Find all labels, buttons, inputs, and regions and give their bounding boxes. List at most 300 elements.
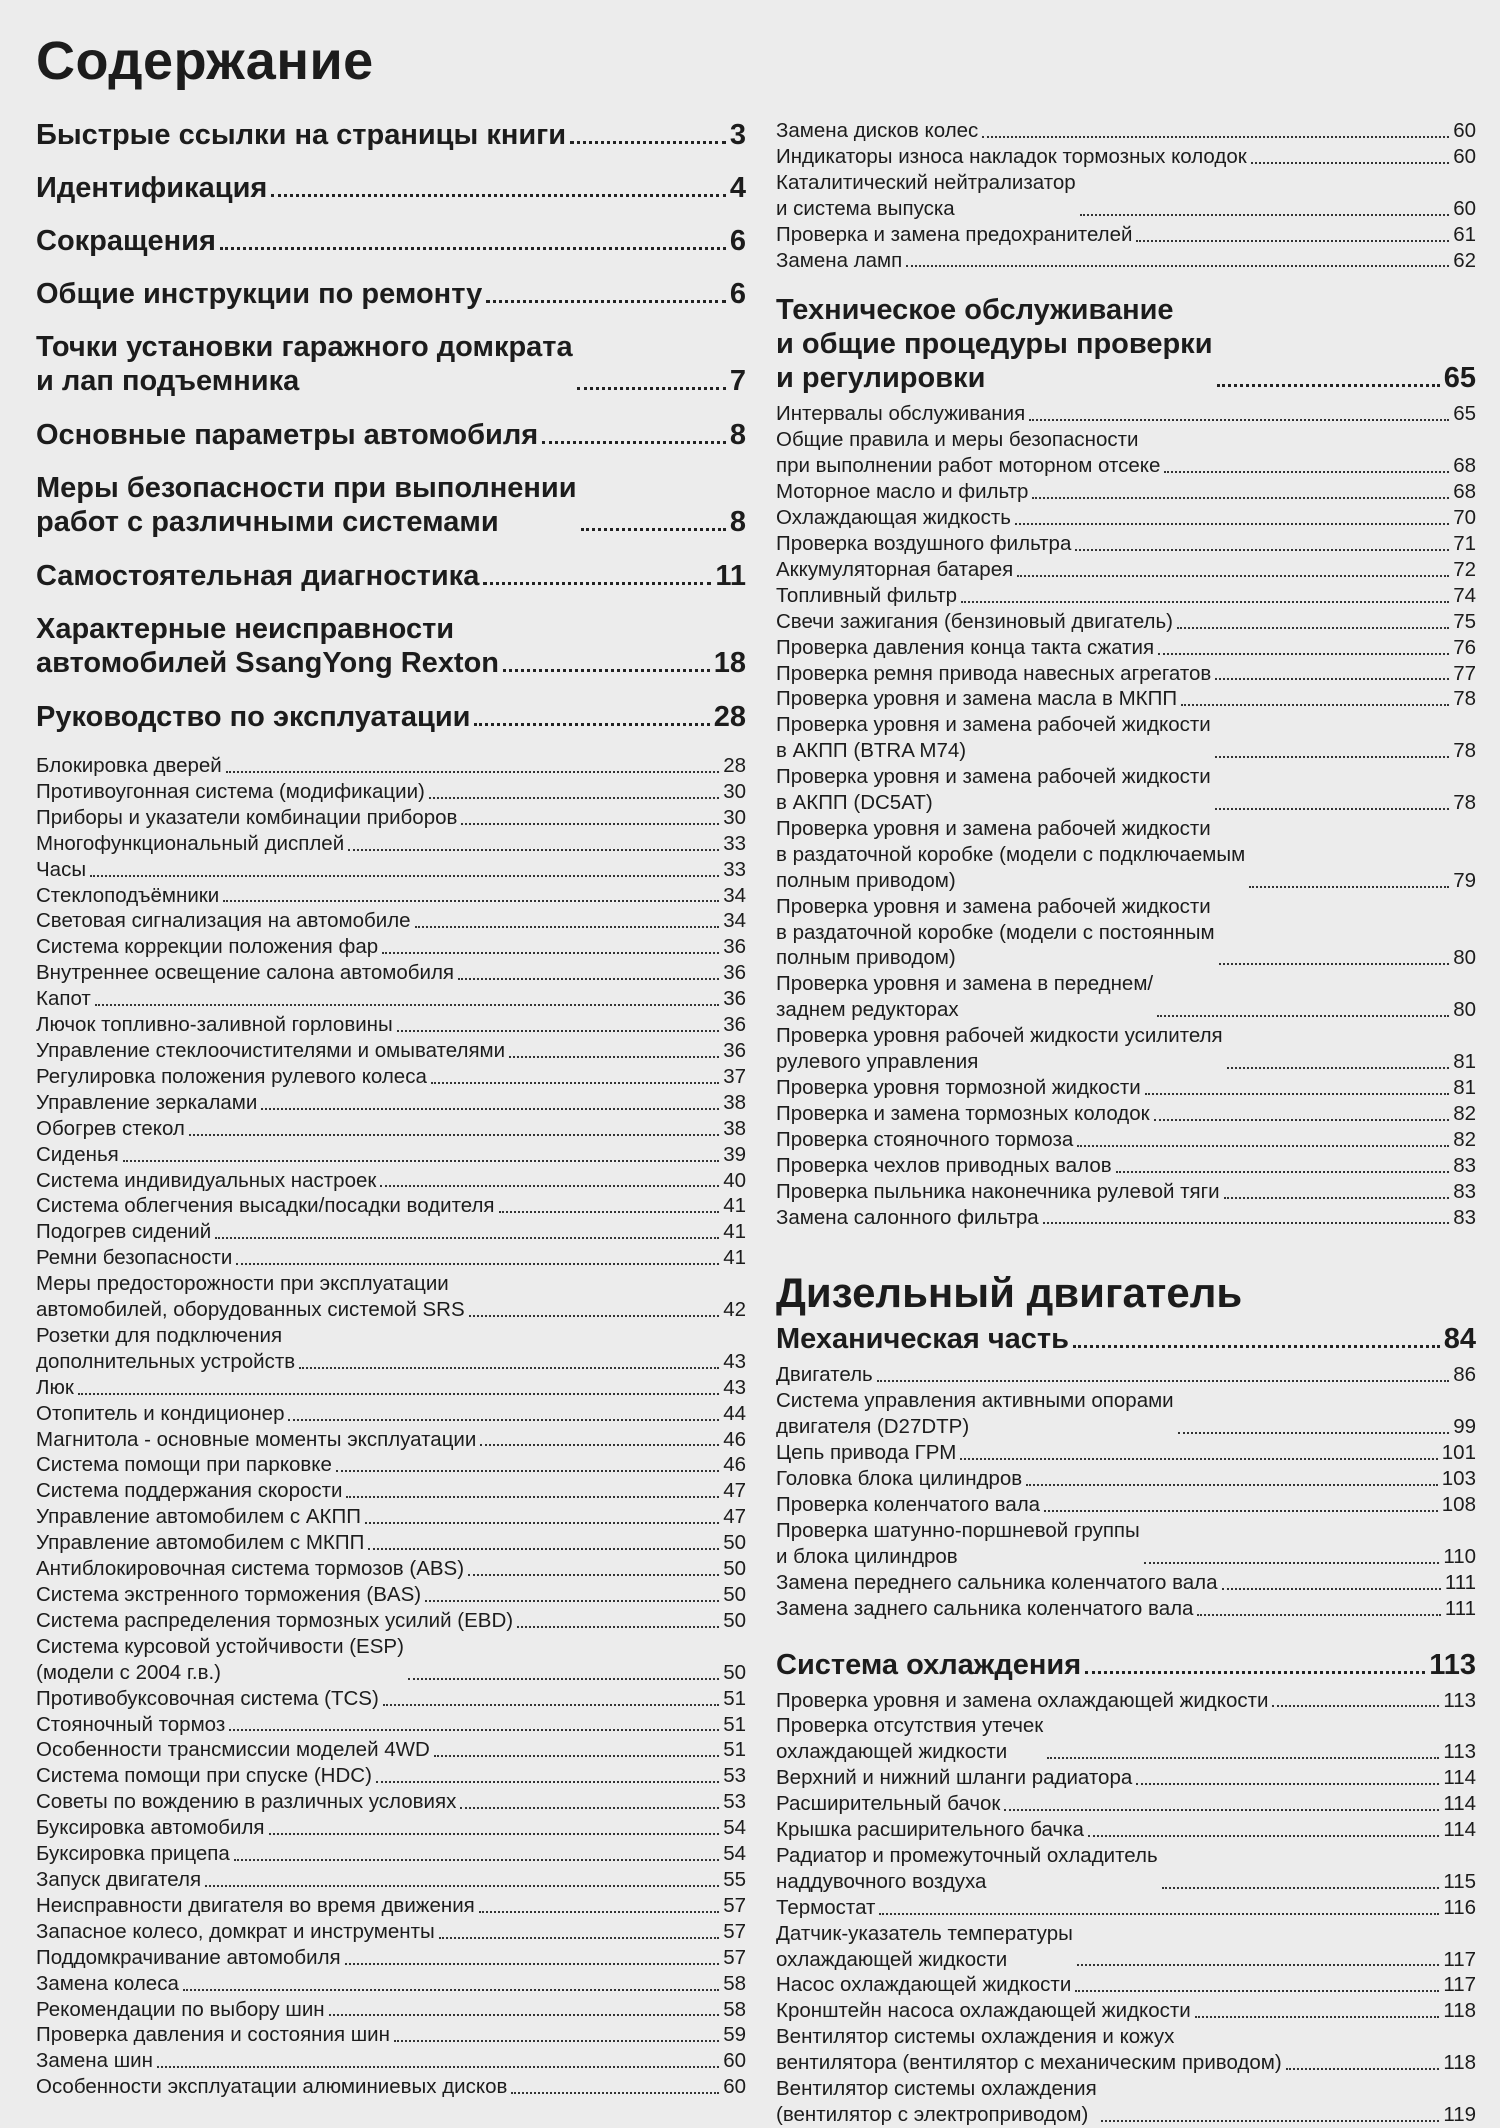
toc-entry[interactable] xyxy=(36,277,746,311)
dot-leader xyxy=(1162,1887,1440,1889)
toc-entry[interactable] xyxy=(776,2076,1476,2128)
toc-page-number: 6 xyxy=(729,278,746,310)
dot-leader xyxy=(183,1989,719,1991)
toc-entry[interactable] xyxy=(776,1713,1476,1765)
toc-entry[interactable] xyxy=(776,505,1476,531)
toc-entry[interactable] xyxy=(776,1205,1476,1231)
dot-leader xyxy=(483,582,711,585)
toc-entry-title: Противоугонная система (модификации) xyxy=(36,779,425,803)
toc-entry[interactable] xyxy=(776,1688,1476,1714)
toc-entry[interactable] xyxy=(776,1518,1476,1570)
toc-page-number: 53 xyxy=(723,1764,746,1788)
toc-entry-title: Аккумуляторная батарея xyxy=(776,557,1014,581)
toc-entry[interactable] xyxy=(36,1375,746,1401)
toc-entry[interactable] xyxy=(776,118,1476,144)
toc-entry[interactable] xyxy=(776,1817,1476,1843)
toc-page-number: 60 xyxy=(723,2075,746,2099)
toc-page-number: 38 xyxy=(723,1116,746,1140)
toc-entry[interactable] xyxy=(776,1570,1476,1596)
toc-entry[interactable] xyxy=(36,1401,746,1427)
toc-entry-title: Проверка уровня и замена рабочей жидкости в раздаточной коробке (модели с подключаемым полным приводом) xyxy=(776,816,1246,892)
toc-entry-title: Управление автомобилем с АКПП xyxy=(36,1505,361,1529)
toc-page-number: 82 xyxy=(1453,1127,1476,1151)
dot-leader xyxy=(982,136,1449,138)
toc-right-column xyxy=(776,118,1476,2128)
toc-entry-title: Система облегчения высадки/посадки водителя xyxy=(36,1194,495,1218)
dot-leader xyxy=(229,1729,719,1731)
toc-entry[interactable] xyxy=(36,753,746,779)
toc-entry-title: Меры предосторожности при эксплуатации автомобилей, оборудованных системой SRS xyxy=(36,1272,465,1322)
toc-page-number: 83 xyxy=(1453,1153,1476,1177)
toc-page-number: 83 xyxy=(1453,1179,1476,1203)
toc-entry[interactable] xyxy=(36,1997,746,2023)
toc-entry[interactable] xyxy=(36,330,746,398)
dot-leader xyxy=(205,1885,719,1887)
toc-entry[interactable] xyxy=(36,986,746,1012)
toc-entry[interactable] xyxy=(36,1867,746,1893)
toc-entry[interactable] xyxy=(36,1971,746,1997)
toc-entry-title: Проверка уровня и замена рабочей жидкости в АКПП (BTRA M74) xyxy=(776,713,1211,763)
dot-leader xyxy=(1101,2120,1440,2122)
toc-entry[interactable] xyxy=(36,1090,746,1116)
dot-leader xyxy=(288,1419,719,1421)
toc-page-number: 114 xyxy=(1443,1818,1476,1842)
toc-entry[interactable] xyxy=(36,2074,746,2100)
toc-page-number: 80 xyxy=(1453,998,1476,1022)
dot-leader xyxy=(383,1704,719,1706)
dot-leader xyxy=(329,2014,720,2016)
toc-page-number: 60 xyxy=(1453,119,1476,142)
toc-page-number: 113 xyxy=(1443,1688,1476,1712)
toc-entry[interactable] xyxy=(776,1179,1476,1205)
toc-entry-title: Проверка уровня рабочей жидкости усилителя рулевого управления xyxy=(776,1024,1223,1074)
toc-entry[interactable] xyxy=(36,171,746,205)
toc-entry-title: Часы xyxy=(36,857,87,881)
toc-page-number: 78 xyxy=(1453,791,1476,815)
dot-leader xyxy=(1215,678,1449,680)
toc-page-number: 116 xyxy=(1443,1895,1476,1919)
toc-entry[interactable] xyxy=(776,1153,1476,1179)
toc-page-number: 36 xyxy=(723,1013,746,1037)
toc-entry[interactable] xyxy=(36,224,746,258)
toc-entry[interactable] xyxy=(776,1023,1476,1075)
dot-leader xyxy=(1224,1197,1450,1199)
toc-entry[interactable] xyxy=(36,118,746,152)
toc-section-heading[interactable] xyxy=(776,1648,1476,1682)
toc-entry-title: Замена заднего сальника коленчатого вала xyxy=(776,1596,1194,1620)
toc-page-number: 36 xyxy=(723,987,746,1011)
dot-leader xyxy=(1075,1990,1439,1992)
toc-page-number: 30 xyxy=(723,805,746,829)
toc-entry[interactable] xyxy=(36,2048,746,2074)
toc-entry-title: Проверка шатунно-поршневой группы и блока цилиндров xyxy=(776,1518,1140,1568)
dot-leader xyxy=(486,300,726,303)
toc-page-number: 47 xyxy=(723,1479,746,1503)
toc-entry[interactable] xyxy=(36,1323,746,1375)
toc-entry[interactable] xyxy=(36,1064,746,1090)
toc-page-number: 43 xyxy=(723,1375,746,1399)
toc-entry-title: Запуск двигателя xyxy=(36,1867,202,1891)
toc-page-number: 59 xyxy=(723,2023,746,2047)
toc-page-number: 36 xyxy=(723,961,746,985)
toc-entry[interactable] xyxy=(36,1245,746,1271)
dot-leader xyxy=(408,1678,719,1680)
toc-entry[interactable] xyxy=(776,1388,1476,1440)
toc-entry-title: Проверка уровня и замена масла в МКПП xyxy=(776,687,1178,711)
toc-page-number: 36 xyxy=(723,935,746,959)
toc-entry-title: Механическая часть xyxy=(776,1323,1069,1356)
dot-leader xyxy=(1154,1119,1450,1121)
dot-leader xyxy=(368,1548,719,1550)
toc-entry-title: Проверка отсутствия утечек охлаждающей жидкости xyxy=(776,1714,1044,1764)
dot-leader xyxy=(906,265,1449,267)
toc-entry[interactable] xyxy=(776,894,1476,972)
toc-entry[interactable] xyxy=(36,934,746,960)
toc-entry[interactable] xyxy=(36,1712,746,1738)
toc-entry[interactable] xyxy=(776,1127,1476,1153)
toc-entry-title: Каталитический нейтрализатор и система выпуска xyxy=(776,170,1076,220)
toc-entry-title: Идентификация xyxy=(36,172,268,204)
toc-entry[interactable] xyxy=(776,401,1476,427)
toc-page-number: 33 xyxy=(723,857,746,881)
dot-leader xyxy=(879,1913,1439,1915)
toc-entry-title: Проверка и замена предохранителей xyxy=(776,222,1133,246)
toc-entry-title: Датчик-указатель температуры охлаждающей жидкости xyxy=(776,1921,1073,1971)
dot-leader xyxy=(1249,886,1449,888)
toc-left-column xyxy=(36,118,746,2100)
toc-entry[interactable] xyxy=(36,1271,746,1323)
toc-page-number: 62 xyxy=(1453,248,1476,272)
toc-entry[interactable] xyxy=(36,700,746,734)
toc-page-number: 77 xyxy=(1453,661,1476,685)
toc-page-number: 60 xyxy=(723,2049,746,2073)
toc-entry[interactable] xyxy=(776,635,1476,661)
dot-leader xyxy=(226,771,719,773)
toc-entry-title: Головка блока цилиндров xyxy=(776,1467,1023,1491)
toc-entry[interactable] xyxy=(776,479,1476,505)
toc-mechanical-items xyxy=(776,1362,1476,1621)
dot-leader xyxy=(1227,1067,1450,1069)
toc-entry-title: Замена дисков колес xyxy=(776,119,979,142)
toc-entry[interactable] xyxy=(776,609,1476,635)
dot-leader xyxy=(429,797,719,799)
toc-entry[interactable] xyxy=(776,531,1476,557)
toc-entry[interactable] xyxy=(36,1815,746,1841)
toc-entry[interactable] xyxy=(776,248,1476,274)
toc-page-number: 60 xyxy=(1453,144,1476,168)
toc-entry-title: Свечи зажигания (бензиновый двигатель) xyxy=(776,609,1174,633)
toc-entry-title: Проверка уровня и замена охлаждающей жидкости xyxy=(776,1688,1269,1712)
toc-section-heading[interactable] xyxy=(776,1322,1476,1356)
toc-page-number: 78 xyxy=(1453,687,1476,711)
toc-entry[interactable] xyxy=(776,971,1476,1023)
toc-page-number: 113 xyxy=(1443,1740,1476,1764)
dot-leader xyxy=(1032,497,1449,499)
toc-page-number: 68 xyxy=(1453,480,1476,504)
toc-entry[interactable] xyxy=(36,1038,746,1064)
toc-entry-title: Розетки для подключения дополнительных устройств xyxy=(36,1323,296,1373)
toc-entry-title: Ремни безопасности xyxy=(36,1246,233,1270)
dot-leader xyxy=(1251,162,1449,164)
toc-entry[interactable] xyxy=(36,559,746,593)
dot-leader xyxy=(431,1082,719,1084)
toc-entry[interactable] xyxy=(776,686,1476,712)
toc-entry[interactable] xyxy=(776,1791,1476,1817)
toc-entry[interactable] xyxy=(36,1789,746,1815)
toc-page-number: 43 xyxy=(723,1349,746,1373)
dot-leader xyxy=(511,2092,719,2094)
dot-leader xyxy=(1075,549,1449,551)
toc-entry-title: Проверка воздушного фильтра xyxy=(776,531,1072,555)
toc-entry[interactable] xyxy=(36,1893,746,1919)
toc-entry-title: Проверка уровня и замена рабочей жидкости в АКПП (DC5AT) xyxy=(776,765,1211,815)
toc-entry[interactable] xyxy=(36,857,746,883)
dot-leader xyxy=(365,1522,719,1524)
toc-page-number: 51 xyxy=(723,1712,746,1736)
toc-page-number: 18 xyxy=(713,647,746,679)
dot-leader xyxy=(1136,240,1449,242)
dot-leader xyxy=(234,1859,719,1861)
dot-leader xyxy=(1217,384,1440,387)
toc-entry[interactable] xyxy=(36,1530,746,1556)
toc-entry-title: Управление стеклоочистителями и омывателями xyxy=(36,1038,506,1062)
toc-entry[interactable] xyxy=(776,1362,1476,1388)
toc-entry[interactable] xyxy=(776,1998,1476,2024)
toc-page-number: 84 xyxy=(1443,1323,1476,1356)
toc-entry-title: Отопитель и кондиционер xyxy=(36,1401,285,1425)
toc-entry[interactable] xyxy=(776,712,1476,764)
toc-entry[interactable] xyxy=(776,1440,1476,1466)
toc-entry-title: Советы по вождению в различных условиях xyxy=(36,1790,457,1814)
toc-entry[interactable] xyxy=(36,908,746,934)
toc-page-number: 101 xyxy=(1441,1441,1476,1465)
toc-entry[interactable] xyxy=(36,1763,746,1789)
toc-page-number: 41 xyxy=(723,1220,746,1244)
dot-leader xyxy=(348,849,719,851)
toc-page-number: 68 xyxy=(1453,454,1476,478)
toc-entry-title: Техническое обслуживание и общие процедуры проверки и регулировки xyxy=(776,294,1213,395)
dot-leader xyxy=(346,1496,719,1498)
toc-entry-title: Топливный фильтр xyxy=(776,583,958,607)
toc-page-number: 38 xyxy=(723,1090,746,1114)
toc-entry[interactable] xyxy=(776,583,1476,609)
toc-entry[interactable] xyxy=(36,883,746,909)
toc-entry-title: Система помощи при спуске (HDC) xyxy=(36,1764,372,1788)
toc-entry[interactable] xyxy=(776,1895,1476,1921)
toc-page-number: 6 xyxy=(729,225,746,257)
dot-leader xyxy=(474,723,709,726)
toc-entry[interactable] xyxy=(776,222,1476,248)
toc-entry[interactable] xyxy=(776,1075,1476,1101)
toc-entry[interactable] xyxy=(36,805,746,831)
toc-section-heading[interactable] xyxy=(776,293,1476,395)
dot-leader xyxy=(1015,523,1449,525)
toc-entry-title: Замена ламп xyxy=(776,248,903,272)
toc-entry-title: Верхний и нижний шланги радиатора xyxy=(776,1766,1133,1790)
toc-entry-title: Система коррекции положения фар xyxy=(36,935,379,959)
toc-entry[interactable] xyxy=(36,1608,746,1634)
dot-leader xyxy=(1197,1614,1440,1616)
toc-entry[interactable] xyxy=(36,1193,746,1219)
toc-entry-title: Система распределения тормозных усилий (EBD) xyxy=(36,1608,514,1632)
toc-page-number: 51 xyxy=(723,1738,746,1762)
toc-entry[interactable] xyxy=(776,1101,1476,1127)
dot-leader xyxy=(1164,471,1449,473)
toc-entry[interactable] xyxy=(36,831,746,857)
toc-page-number: 39 xyxy=(723,1142,746,1166)
toc-page-number: 50 xyxy=(723,1660,746,1684)
toc-entry[interactable] xyxy=(36,1737,746,1763)
toc-entry[interactable] xyxy=(776,427,1476,479)
toc-entry[interactable] xyxy=(776,1596,1476,1622)
dot-leader xyxy=(1004,1809,1439,1811)
toc-page-number: 28 xyxy=(723,754,746,777)
toc-entry[interactable] xyxy=(36,1582,746,1608)
toc-entry[interactable] xyxy=(776,144,1476,170)
dot-leader xyxy=(1085,1671,1425,1674)
toc-entry-title: Неисправности двигателя во время движения xyxy=(36,1893,475,1917)
toc-entry-title: Система поддержания скорости xyxy=(36,1479,343,1503)
toc-entry-title: Проверка коленчатого вала xyxy=(776,1492,1041,1516)
dot-leader xyxy=(960,1458,1437,1460)
toc-page-number: 46 xyxy=(723,1427,746,1451)
toc-entry-title: Интервалы обслуживания xyxy=(776,402,1026,426)
toc-entry[interactable] xyxy=(36,1168,746,1194)
toc-page-number: 34 xyxy=(723,909,746,933)
toc-entry[interactable] xyxy=(776,764,1476,816)
toc-page-number: 50 xyxy=(723,1557,746,1581)
toc-entry-title: Противобуксовочная система (TCS) xyxy=(36,1686,379,1710)
toc-entry-title: Основные параметры автомобиля xyxy=(36,419,539,451)
toc-entry-title: Сокращения xyxy=(36,225,216,257)
dot-leader xyxy=(1158,653,1449,655)
toc-major-sections xyxy=(36,118,746,734)
toc-entry-title: Обогрев стекол xyxy=(36,1116,185,1140)
toc-page-number: 118 xyxy=(1443,1999,1476,2023)
toc-entry-title: Моторное масло и фильтр xyxy=(776,480,1029,504)
toc-entry[interactable] xyxy=(776,1843,1476,1895)
toc-page-number: 33 xyxy=(723,831,746,855)
toc-page-number: 54 xyxy=(723,1816,746,1840)
toc-entry-title: Запасное колесо, домкрат и инструменты xyxy=(36,1919,435,1943)
dot-leader xyxy=(1029,419,1449,421)
toc-entry[interactable] xyxy=(36,1556,746,1582)
toc-entry[interactable] xyxy=(776,2024,1476,2076)
dot-leader xyxy=(1222,1588,1441,1590)
toc-entry[interactable] xyxy=(776,1972,1476,1998)
dot-leader xyxy=(434,1755,719,1757)
toc-page-number: 7 xyxy=(729,365,746,397)
toc-entry[interactable] xyxy=(36,2022,746,2048)
toc-entry-title: Расширительный бачок xyxy=(776,1792,1001,1816)
toc-entry[interactable] xyxy=(36,1945,746,1971)
toc-entry[interactable] xyxy=(36,1478,746,1504)
toc-entry[interactable] xyxy=(36,1116,746,1142)
toc-page-number: 50 xyxy=(723,1531,746,1555)
toc-entry-title: Стояночный тормоз xyxy=(36,1712,226,1736)
toc-entry[interactable] xyxy=(776,557,1476,583)
toc-page-number: 75 xyxy=(1453,609,1476,633)
toc-page-number: 72 xyxy=(1453,557,1476,581)
toc-page-number: 40 xyxy=(723,1168,746,1192)
dot-leader xyxy=(1116,1171,1450,1173)
toc-entry[interactable] xyxy=(776,661,1476,687)
toc-page-number: 114 xyxy=(1443,1792,1476,1816)
toc-page-number: 65 xyxy=(1443,362,1476,395)
toc-entry[interactable] xyxy=(36,1919,746,1945)
toc-page-number: 61 xyxy=(1453,222,1476,246)
dot-leader xyxy=(78,1393,719,1395)
toc-entry[interactable] xyxy=(36,1142,746,1168)
toc-page-number: 71 xyxy=(1453,531,1476,555)
toc-page-number: 118 xyxy=(1443,2051,1476,2075)
toc-entry-title: Проверка уровня и замена в переднем/ заднем редукторах xyxy=(776,972,1154,1022)
dot-leader xyxy=(123,1160,719,1162)
toc-page-number: 79 xyxy=(1453,868,1476,892)
dot-leader xyxy=(157,2066,719,2068)
toc-page-number: 4 xyxy=(729,172,746,204)
toc-entry-title: Кронштейн насоса охлаждающей жидкости xyxy=(776,1999,1191,2023)
toc-entry[interactable] xyxy=(776,1765,1476,1791)
toc-entry-title: Руководство по эксплуатации xyxy=(36,701,471,733)
dot-leader xyxy=(460,1807,719,1809)
dot-leader xyxy=(468,1574,719,1576)
dot-leader xyxy=(458,978,719,980)
toc-entry-title: Замена переднего сальника коленчатого вала xyxy=(776,1570,1218,1594)
toc-page-number: 30 xyxy=(723,779,746,803)
toc-entry[interactable] xyxy=(36,418,746,452)
toc-entry[interactable] xyxy=(36,612,746,680)
dot-leader xyxy=(1044,1510,1438,1512)
toc-entry[interactable] xyxy=(36,1686,746,1712)
toc-page-number: 57 xyxy=(723,1919,746,1943)
toc-page-number: 42 xyxy=(723,1298,746,1322)
toc-entry[interactable] xyxy=(36,471,746,539)
toc-page-number: 80 xyxy=(1453,946,1476,970)
dot-leader xyxy=(1043,1222,1450,1224)
toc-page-number: 86 xyxy=(1453,1363,1476,1387)
dot-leader xyxy=(509,1056,719,1058)
toc-page-number: 117 xyxy=(1443,1973,1476,1997)
toc-page-number: 3 xyxy=(729,119,746,151)
dot-leader xyxy=(261,1108,719,1110)
toc-entry[interactable] xyxy=(36,960,746,986)
toc-entry-title: Проверка стояночного тормоза xyxy=(776,1127,1074,1151)
toc-entry[interactable] xyxy=(36,1427,746,1453)
dot-leader xyxy=(461,823,719,825)
toc-entry[interactable] xyxy=(36,779,746,805)
toc-page-number: 46 xyxy=(723,1453,746,1477)
toc-page-number: 81 xyxy=(1453,1050,1476,1074)
dot-leader xyxy=(1088,1835,1439,1837)
toc-entry[interactable] xyxy=(36,1504,746,1530)
toc-entry[interactable] xyxy=(776,1492,1476,1518)
toc-entry[interactable] xyxy=(36,1452,746,1478)
toc-entry[interactable] xyxy=(776,1921,1476,1973)
toc-entry[interactable] xyxy=(776,170,1476,222)
toc-entry[interactable] xyxy=(36,1219,746,1245)
toc-entry[interactable] xyxy=(36,1841,746,1867)
toc-entry[interactable] xyxy=(36,1012,746,1038)
toc-entry-title: Капот xyxy=(36,987,91,1011)
toc-entry[interactable] xyxy=(36,1634,746,1686)
toc-maintenance-heading xyxy=(776,293,1476,395)
toc-entry-title: Стеклоподъёмники xyxy=(36,883,220,907)
toc-entry[interactable] xyxy=(776,1466,1476,1492)
toc-operation-items xyxy=(36,753,746,2100)
toc-entry[interactable] xyxy=(776,816,1476,894)
toc-entry-title: Крышка расширительного бачка xyxy=(776,1818,1084,1842)
